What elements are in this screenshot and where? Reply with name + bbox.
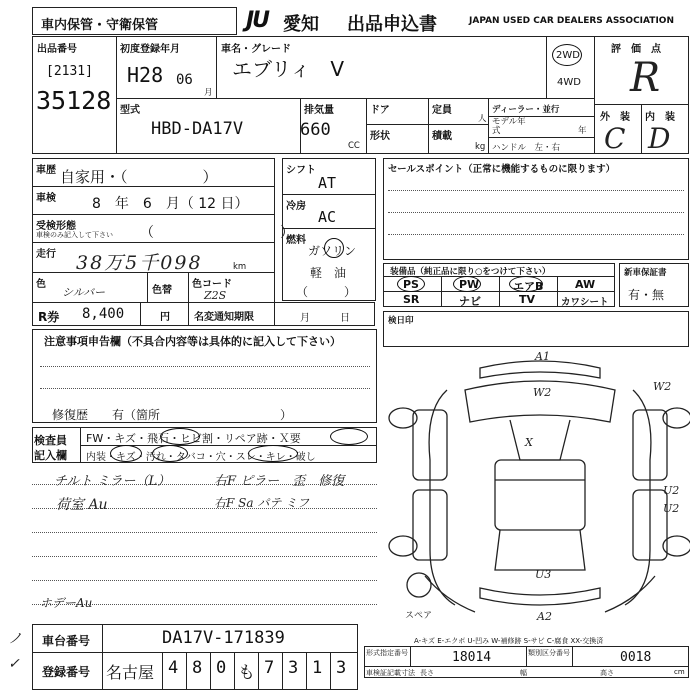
inspector-fill-label: 記入欄 — [34, 449, 67, 462]
wear-circle-mark — [248, 445, 298, 462]
repair-history-label: 修復歴 有（箇所 ） — [52, 408, 293, 422]
inspection-note: 車検のみ記入して下さい — [36, 231, 113, 239]
diagram-mark-u2-upper: U2 — [663, 484, 680, 497]
association-name: JAPAN USED CAR DEALERS ASSOCIATION — [469, 16, 674, 26]
inspector-row-exterior: FW・キズ・飛石・ヒビ割・リペア跡・Ｘ要 — [86, 432, 301, 445]
lot-number: 35128 — [36, 86, 112, 115]
storage-label-box — [32, 7, 237, 35]
interior-grade: D — [648, 122, 671, 155]
handwritten-note-5: ホデーAu — [40, 596, 93, 610]
warranty-value: 有・無 — [628, 288, 665, 302]
airbag-selected-circle-mark — [509, 276, 543, 292]
car-name-label: 車名・グレード — [221, 44, 291, 55]
drive-2wd: 2WD — [556, 50, 580, 61]
fuel-diesel: 軽 油 — [310, 266, 347, 280]
plate-area: 名古屋 — [106, 663, 155, 682]
diagram-mark-a1: A1 — [535, 350, 550, 363]
first-reg-label: 初度登録年月 — [120, 44, 180, 55]
plate-char-5: 7 — [264, 658, 275, 678]
handle-label: ハンドル 左・右 — [492, 143, 561, 153]
checkmark-2-icon: ✓ — [8, 656, 20, 672]
recycle-label: R券 — [38, 310, 60, 324]
inspector-label: 検査員 — [34, 434, 67, 447]
model-year-label: モデル年式 — [492, 117, 526, 136]
date-stamp-box — [383, 311, 689, 347]
equipment-item-airbag: エアB — [513, 280, 544, 293]
grade-score: R — [630, 55, 661, 101]
mileage-value: 38万5千098 — [76, 252, 203, 274]
dims-label: 車検証記載寸法 — [366, 669, 415, 677]
class-code-value: 0018 — [620, 650, 652, 665]
chassis-label: 車台番号 — [42, 634, 91, 648]
mileage-label: 走行 — [36, 249, 56, 260]
model-year-unit: 年 — [578, 126, 587, 136]
mileage-unit: km — [233, 262, 247, 272]
scratch-circle-mark — [110, 445, 142, 462]
shaken-value: 8 年 6 月（ 12 日） — [92, 196, 249, 212]
shift-value: AT — [318, 174, 337, 192]
type-code-label: 形式指定番号 — [366, 649, 408, 657]
shaken-label: 車検 — [36, 193, 56, 204]
length-label: 長さ — [420, 669, 434, 677]
displacement-value: 660 — [300, 120, 331, 140]
x-required-circle-mark — [330, 428, 368, 445]
diagram-mark-x: X — [525, 436, 533, 449]
tax-notice-label: 名変通知期限 — [194, 312, 254, 323]
fuel-label: 燃料 — [286, 235, 306, 246]
fuel-selected-circle-mark — [324, 238, 344, 258]
plate-char-8: 3 — [336, 658, 347, 678]
handwritten-note-4: 右F Sa パテ ミフ — [214, 496, 310, 510]
lot-label: 出品番号 — [37, 44, 77, 55]
shape-label: 形状 — [370, 131, 390, 142]
plate-char-1: 4 — [168, 658, 179, 678]
first-reg-year: H28 — [127, 63, 164, 87]
pw-selected-circle-mark — [453, 276, 481, 292]
equipment-item-sr: SR — [403, 293, 420, 306]
damage-legend: A-キズ E-エクボ U-凹み W-補修跡 S-サビ C-腐食 XX-交換済 — [414, 637, 604, 645]
handwritten-note-3: 右F ピラー 歪 修復 — [214, 474, 345, 489]
width-label: 幅 — [520, 669, 527, 677]
plate-label: 登録番号 — [42, 665, 91, 679]
notice-label: 注意事項申告欄（不具合内容等は具体的に記入して下さい） — [44, 335, 341, 348]
equipment-label: 装備品（純正品に限り○をつけて下さい） — [390, 267, 551, 277]
interior-label: 内 装 — [645, 112, 675, 123]
equipment-item-ps: PS — [403, 278, 419, 291]
chassis-value: DA17V-171839 — [162, 628, 285, 648]
sales-point-label: セールスポイント（正常に機能するものに限ります） — [388, 164, 616, 175]
exterior-grade: C — [604, 122, 626, 155]
ac-value: AC — [318, 208, 337, 226]
type-code-value: 18014 — [452, 650, 492, 665]
tax-notice-value: 月 日 — [300, 313, 350, 324]
car-name: エブリィ V — [232, 57, 345, 81]
equipment-item-navi: ナビ — [459, 295, 481, 308]
checkmark-1-icon: ノ — [8, 631, 22, 647]
drive-2wd-circle-mark — [552, 44, 582, 66]
class-code-label: 類別区分番号 — [528, 649, 570, 657]
color-code-label: 色コード — [192, 279, 232, 290]
load-label: 積載 — [432, 131, 452, 142]
diagram-mark-w2-right: W2 — [653, 380, 672, 393]
diagram-mark-u3: U3 — [535, 568, 552, 581]
inspector-row-interior: 内装・キズ・汚れ・タバコ・穴・スレ・キレ・破し — [86, 452, 316, 463]
color-label: 色 — [36, 279, 46, 290]
color-change-label: 色替 — [152, 285, 172, 296]
cc-unit: CC — [348, 141, 360, 151]
handwritten-note-1: チルト ミラー（L） — [54, 474, 171, 489]
ps-selected-circle-mark — [397, 276, 425, 292]
ju-logo-mark: JU — [246, 8, 269, 33]
spare-label: スペア — [405, 611, 433, 621]
model-value: HBD-DA17V — [151, 119, 244, 139]
equipment-item-pw: PW — [459, 278, 480, 291]
height-label: 高さ — [600, 669, 614, 677]
equipment-item-tv: TV — [519, 293, 536, 306]
diagram-mark-a2: A2 — [537, 610, 552, 623]
lot-code: [2131] — [46, 64, 93, 79]
inspection-label: 受検形態 — [36, 221, 76, 232]
plate-char-2: 8 — [192, 658, 203, 678]
fuel-gasoline: ガソリン — [308, 244, 357, 258]
equipment-item-leather: カワシート — [561, 297, 609, 308]
date-stamp-label: 検日印 — [388, 316, 414, 326]
color-code: Z2S — [204, 289, 227, 302]
history-label: 車歴 — [36, 165, 56, 176]
grade-label: 評 価 点 — [611, 44, 661, 55]
color-value: シルバー — [62, 286, 105, 299]
drive-4wd: 4WD — [557, 77, 581, 88]
plate-char-4: も — [238, 663, 255, 683]
form-title: 出品申込書 — [347, 14, 437, 35]
capacity-unit: 人 — [478, 114, 487, 124]
ac-label: 冷房 — [286, 201, 306, 212]
fuel-other: （ ） — [296, 285, 357, 299]
plate-char-7: 1 — [312, 658, 323, 678]
month-unit: 月 — [204, 88, 213, 98]
diagram-mark-u2-lower: U2 — [663, 502, 680, 515]
cm-unit: cm — [674, 668, 685, 676]
warranty-label: 新車保証書 — [624, 268, 667, 278]
first-reg-month: 06 — [176, 72, 193, 88]
storage-label: 車内保管・守衛保管 — [41, 18, 159, 33]
recycle-unit: 円 — [160, 312, 170, 323]
shift-label: シフト — [286, 165, 316, 176]
plate-char-3: 0 — [216, 658, 227, 678]
recycle-amount: 8,400 — [82, 306, 125, 322]
handwritten-note-2: 荷室 Au — [56, 497, 108, 513]
stain-circle-mark — [152, 445, 188, 462]
load-unit: kg — [475, 142, 486, 152]
diagram-mark-w2-front: W2 — [533, 386, 552, 399]
capacity-label: 定員 — [432, 105, 452, 116]
equipment-item-aw: AW — [575, 278, 596, 291]
inspection-value: （ ） — [140, 225, 294, 241]
logo-city: 愛知 — [283, 14, 319, 35]
stone-chip-circle-mark — [160, 428, 200, 445]
exterior-label: 外 装 — [600, 112, 630, 123]
door-label: ドア — [370, 105, 390, 116]
vehicle-damage-diagram — [385, 350, 690, 640]
history-value: 自家用・（ ） — [60, 168, 218, 186]
model-label: 型式 — [120, 105, 140, 116]
plate-char-6: 3 — [288, 658, 299, 678]
displacement-label: 排気量 — [304, 105, 334, 116]
dealer-label: ディーラー・並行 — [492, 105, 560, 115]
